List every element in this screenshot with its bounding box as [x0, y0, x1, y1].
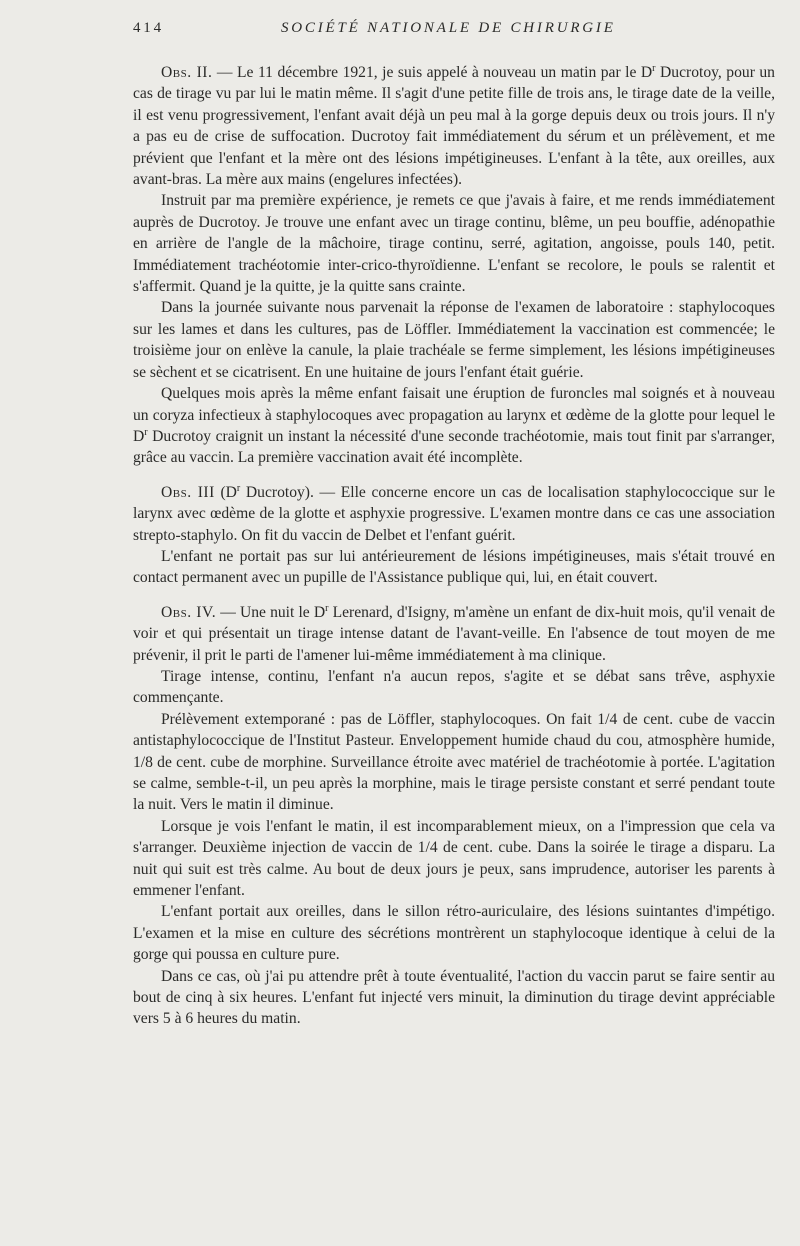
paragraph: Prélèvement extemporané : pas de Löffler, staphylocoques. On fait 1/4 de cent. cube de vaccin antistaphylococcique de l'Institut Pasteur. Enveloppement humide chaud du cou, atmosphère humide, 1/8 de cent. cube de morphine. Surveillance étroite avec matériel de trachéotomie à portée. L'agitation se calme, semble-t-il, un peu après la morphine, mais le tirage persiste constant et serré pendant toute la nuit. Vers le matin il diminue.: [133, 710, 775, 814]
paragraph: Dans la journée suivante nous parvenait la réponse de l'examen de laboratoire : staphylocoques sur les lames et dans les cultures, pas de Löffler. Immédiatement la vaccination est commencée; le troisième jour on enlève la canule, la plaie trachéale se ferme simplement, les lésions impétigineuses se sèchent et se cicatrisent. En une huitaine de jours l'enfant était guérie.: [133, 299, 775, 381]
article-body: [133, 62, 775, 1030]
observation-label: Obs. III: [161, 483, 215, 501]
paragraph: Lorsque je vois l'enfant le matin, il est incomparablement mieux, on a l'impression que cela va s'arranger. Deuxième injection de vaccin de 1/4 de cent. cube. Dans la soirée le tirage a disparu. La nuit qui suit est très calme. Au bout de deux jours je peux, sans imprudence, autoriser les parents à emmener l'enfant.: [133, 817, 775, 900]
observation-label: Obs. II.: [161, 64, 213, 81]
paragraph: Instruit par ma première expérience, je remets ce que j'avais à faire, et me rends immédiatement auprès de Ducrotoy. Je trouve une enfant avec un tirage continu, blême, un peu bouffie, adénopathie en arrière de l'angle de la mâchoire, tirage continu, serré, agitation, angoisse, pouls 140, petit. Immédiatement trachéotomie inter-crico-thyroïdienne. L'enfant se recolore, le pouls se ralentit et s'affermit. Quand je la quitte, je la quitte sans crainte.: [133, 192, 775, 296]
observation-label: Obs. IV.: [161, 603, 217, 621]
paragraph: Obs. IV. — Une nuit le $D^r$ Lerenard, d'Isigny, m'amène un enfant de dix-huit mois, qu'il venait de voir et qui présentait un tirage intense datant de l'avant-veille. En l'absence de tout moyen de me prévenir, il prit le parti de l'amener lui-même immédiatement à ma clinique.: [133, 602, 775, 664]
paragraph: Tirage intense, continu, l'enfant n'a aucun repos, s'agite et se débat sans trêve, asphyxie commençante.: [133, 667, 775, 707]
running-title: SOCIÉTÉ NATIONALE DE CHIRURGIE: [281, 20, 616, 36]
paragraph: Obs. III ($D^r$ Ducrotoy). — Elle concerne encore un cas de localisation staphylococcique sur le larynx avec œdème de la glotte et asphyxie progressive. L'examen montre dans ce cas une association strepto-staphylo. On fit du vaccin de Delbet et l'enfant guérit.: [133, 482, 775, 544]
paragraph: Dans ce cas, où j'ai pu attendre prêt à toute éventualité, l'action du vaccin parut se faire sentir au bout de cinq à six heures. L'enfant fut injecté vers minuit, la diminution du tirage devint appréciable vers 5 à 6 heures du matin.: [133, 967, 775, 1028]
paragraph: L'enfant portait aux oreilles, dans le sillon rétro-auriculaire, des lésions suintantes d'impétigo. L'examen et la mise en culture des sécrétions montrèrent un staphylocoque identique à celui de la gorge qui poussa en culture pure.: [133, 903, 775, 964]
paragraph: Obs. II. — Le 11 décembre 1921, je suis appelé à nouveau un matin par le $D^r$ Ducrotoy, pour un cas de tirage vu par lui le matin même. Il s'agit d'une petite fille de trois ans, le tirage date de la veille, il est venu progressivement, l'enfant avait déjà un peu mal à la gorge depuis deux ou trois jours. Il n'y a pas eu de crise de suffocation. Ducrotoy fait immédiatement du sérum et un prélèvement, et me prévient que l'enfant et la mère ont des lésions impétigineuses. L'enfant à la tête, aux oreilles, aux avant-bras. La mère aux mains (engelures infectées).: [133, 62, 775, 189]
page-number: 414: [133, 20, 164, 36]
paragraph: Quelques mois après la même enfant faisait une éruption de furoncles mal soignés et à nouveau un coryza infectieux à staphylocoques avec propagation au larynx et œdème de la glotte pour lequel le $D^r$ Ducrotoy craignit un instant la nécessité d'une seconde trachéotomie, mais tout finit par s'arranger, grâce au vaccin. La première vaccination avait été incomplète.: [133, 385, 775, 467]
page-header: [133, 20, 775, 42]
paragraph: L'enfant ne portait pas sur lui antérieurement de lésions impétigineuses, mais s'était trouvé en contact permanent avec un pupille de l'Assistance publique qui, lui, en était couvert.: [133, 547, 775, 587]
